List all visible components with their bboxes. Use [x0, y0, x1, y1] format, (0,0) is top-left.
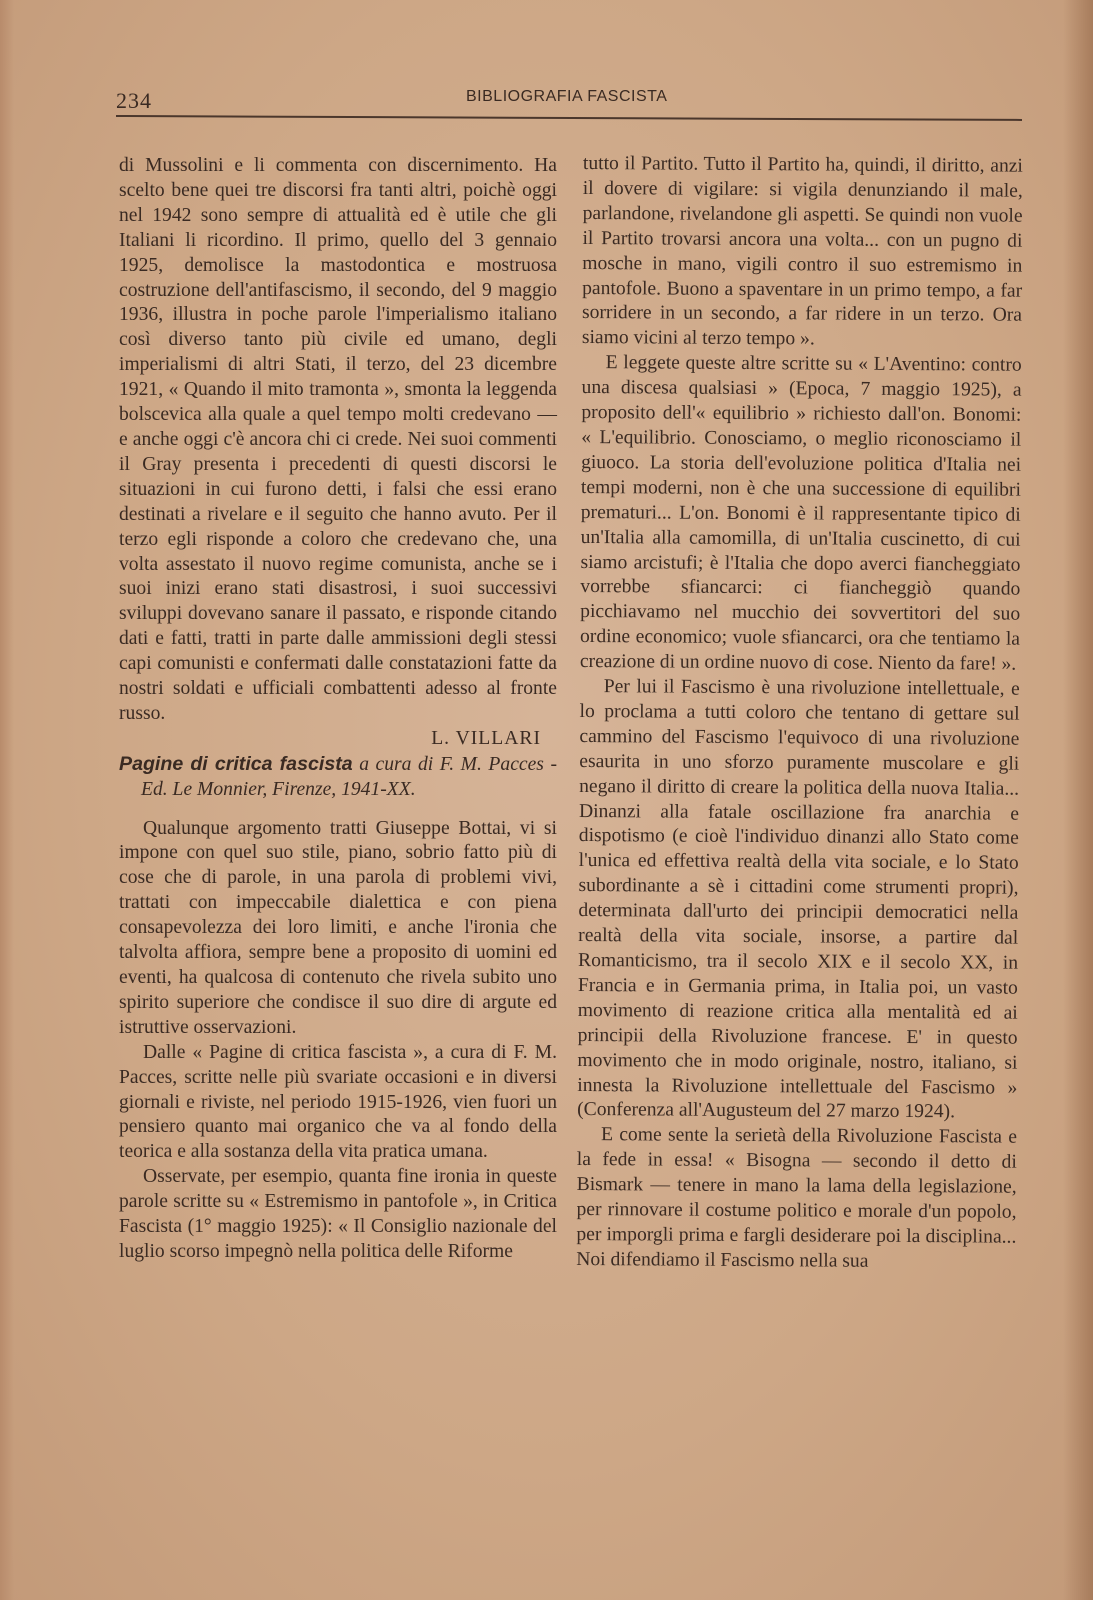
page-edge-left	[0, 0, 14, 1600]
running-title: BIBLIOGRAFIA FASCISTA	[466, 88, 668, 105]
review-body	[119, 817, 557, 1265]
paragraph: di Mussolini e li commenta con discernimento. Ha scelto bene quei tre discorsi fra tanti altri, poichè oggi nel 1942 sono sempre di attualità ed è utile che gli Italiani li ricordino. Il primo, quello del 3 gennaio 1925, demolisce la mastodontica e mostruosa costruzione dell'antifascismo, il secondo, del 9 maggio 1936, illustra in poche parole l'imperialismo italiano così diverso tanto più civile ed umano, degli imperialismi di altri Stati, il terzo, del 23 dicembre 1921, « Quando il mito tramonta », smonta la leggenda bolscevica alla quale a quel tempo molti credevano — e anche oggi c'è ancora chi ci crede. Nei suoi commenti il Gray presenta i precedenti di questi discorsi le situazioni in cui furono detti, i falsi che essi erano destinati a rivelare e il seguito che hanno avuto. Per il terzo egli risponde a coloro che credevano che, una volta assestato il nuovo regime comunista, anche se i suoi inizi erano stati disastrosi, i suoi successivi sviluppi dovevano sanare il passato, e risponde citando dati e fatti, tratti in parte dalle ammissioni degli stessi capi comunisti e confermati dalle constatazioni fatte da nostri soldati e ufficiali combattenti adesso al fronte russo.	[119, 155, 557, 724]
book-info: a cura di F. M. Pacces - Ed. Le Monnier, Firenze, 1941-XX.	[141, 753, 557, 800]
page-edge-right	[1063, 0, 1093, 1600]
paragraph: E come sente la serietà della Rivoluzione Fascista e la fede in essa! « Bisogna — secondo il detto di Bismark — tenere in mano la lama della legislazione, per rinnovare il costume politico e morale d'un popolo, per imporgli prima e fargli desiderare poi la disciplina... Noi difendiamo il Fascismo nella sua	[576, 1124, 1018, 1272]
paragraph: Osservate, per esempio, quanta fine ironia in queste parole scritte su « Estremismo in pantofole », in Critica Fascista (1° maggio 1925): « Il Consiglio nazionale del luglio scorso impegnò nella politica delle Riforme	[119, 1166, 557, 1262]
right-column	[576, 152, 1023, 1275]
paragraph: Qualunque argomento tratti Giuseppe Bottai, vi si impone con quel suo stile, piano, sobrio fatto più di cose che di parole, in una parola di problemi vivi, trattati con impeccabile dialettica e con piena consapevolezza dei loro limiti, e anche l'ironia che talvolta affiora, sempre bene a proposito di uomini ed eventi, ha qualcosa di contenuto che rivela subito uno spirito superiore che condisce il suo dire di argute ed istruttive osservazioni.	[119, 817, 557, 1038]
paragraph: Dalle « Pagine di critica fascista », a cura di F. M. Pacces, scritte nelle più svariate occasioni e in diversi giornali e riviste, nel periodo 1915-1926, vien fuori un pensiero quanto mai organico che va al fondo della teorica e alla sostanza della vita pratica umana.	[119, 1041, 557, 1163]
review-heading	[119, 752, 557, 803]
paragraph: tutto il Partito. Tutto il Partito ha, quindi, il diritto, anzi il dovere di vigilare: si vigila denunziando il male, parlandone, rivelandone gli aspetti. Se quindi non vuole il Partito trovarsi ancora una volta... con un pugno di mosche in mano, vigili contro il suo estremismo in pantofole. Buono a spaventare in un primo tempo, a far sorridere in un secondo, a far ridere in un terzo. Ora siamo vicini al terzo tempo ».	[581, 152, 1023, 350]
header-rule	[116, 115, 1022, 121]
book-title: Pagine di critica fascista	[119, 752, 353, 775]
left-column	[119, 154, 557, 1265]
page-number: 234	[116, 88, 152, 113]
paragraph: Per lui il Fascismo è una rivoluzione intellettuale, e lo proclama a tutti coloro che tentano di gettare sul cammino del Fascismo l'equivoco di una rivoluzione esaurita in uno sforzo puramente muscolare e gli negano il diritto di creare la politica della nuova Italia... Dinanzi alla fatale oscillazione fra anarchia e dispotismo (e cioè l'individuo dinanzi allo Stato come l'unica ed effettiva realtà della vita sociale, e lo Stato subordinante a sè i cittadini come strumenti propri), determinata dall'urto dei principii democratici nella realtà della vita sociale, insorse, a partire dal Romanticismo, tra il secolo XIX e il secolo XX, in Francia e in Germania prima, in Italia poi, un vasto movimento di reazione critica alla mentalità ed ai principii della Rivoluzione francese. E' in questo movimento che in modo originale, nostro, italiano, si innesta la Rivoluzione intellettuale del Fascismo » (Conferenza all'Augusteum del 27 marzo 1924).	[577, 676, 1020, 1123]
paragraph: E leggete queste altre scritte su « L'Aventino: contro una discesa qualsiasi » (Epoca, 7 maggio 1925), a proposito dell'« equilibrio » richiesto dall'on. Bonomi: « L'equilibrio. Conosciamo, o meglio riconosciamo il giuoco. La storia dell'evoluzione politica d'Italia nei tempi moderni, non è che una successione di equilibri prematuri... L'on. Bonomi è il rappresentante tipico di un'Italia alla camomilla, di un'Italia cuscinetto, di cui siamo arcistufi; è l'Italia che dopo averci fiancheggiato vorrebbe sfiancarci: ci fiancheggiò quando picchiavamo nel mucchio dei sovvertitori del suo ordine economico; vuole sfiancarci, ora che tentiamo la creazione di un ordine nuovo di cose. Niento da fare! ».	[579, 352, 1022, 675]
author-signature: L. VILLARI	[431, 727, 541, 749]
